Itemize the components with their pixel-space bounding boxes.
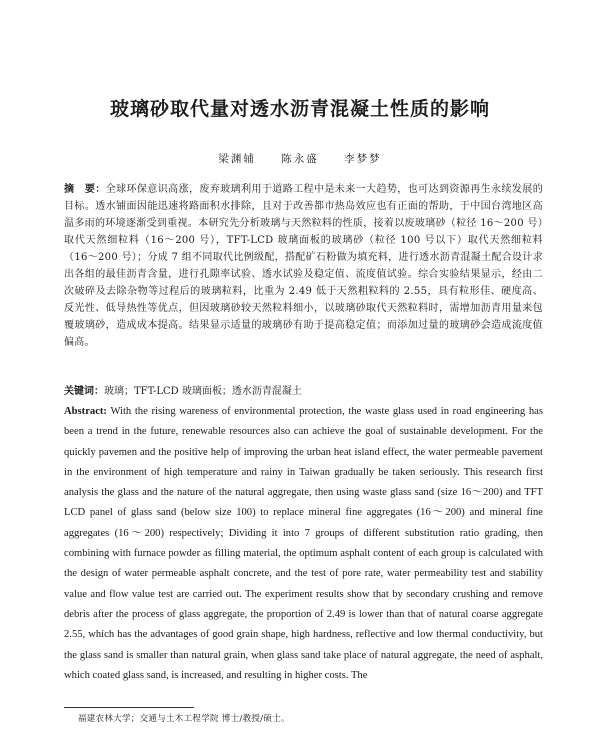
author-affiliation-footnote: 福建农林大学；交通与土木工程学院 博士/教授/硕士。: [78, 714, 290, 724]
keywords-text: 玻璃；TFT-LCD 玻璃面板；透水沥青混凝土: [104, 386, 302, 397]
paper-title: 玻璃砂取代量对透水沥青混凝土性质的影响: [109, 98, 490, 120]
keywords-label: 关键词：: [64, 386, 104, 397]
english-abstract-label: Abstract:: [64, 406, 107, 417]
author-list: [0, 151, 600, 166]
english-abstract: [64, 402, 543, 686]
chinese-abstract: [64, 181, 543, 351]
keywords: [64, 383, 543, 400]
english-abstract-text: With the rising wareness of environmental protection, the waste glass used in road engineering has been a trend in the future, renewable resources also can achieve the goal of sustainable development. For the quickly pavemen and the positive help of improving the urban heat island effect, the water permeable pavement in the environment of high temperature and rainy in Taiwan gradually be taken seriously. This research first analysis the glass and the nature of the natural aggregate, then using waste glass sand (size 16～200) and TFT LCD panel of glass sand (below size 100) to replace mineral fine aggregates (16～200) and mineral fine aggregates (16～200) respectively; Dividing it into 7 groups of different substitution ratio grading, then combining with furnace powder as filling material, the optimum asphalt content of each group is calculated with the design of water permeable asphalt concrete, and the test of pore rate, water permeability test and stability value and flow value test are carried out. The experiment results show that by secondary crushing and remove debris after the process of glass aggregate, the proportion of 2.49 is lower than that of natural coarse aggregate 2.55, which has the advantages of good grain shape, high hardness, reflective and low thermal conductivity, but the glass sand is smaller than natural grain, when glass sand take place of natural aggregate, the need of asphalt, which coated glass sand, is increased, and resulting in higher costs. The: [64, 406, 543, 681]
author-name: 陈永盛: [281, 153, 319, 165]
chinese-abstract-label: 摘 要：: [64, 184, 106, 195]
author-name: 李梦梦: [344, 153, 382, 165]
author-name: 梁渊辅: [218, 153, 256, 165]
footnote-divider: [64, 707, 194, 708]
chinese-abstract-text: 全球环保意识高涨，废弃玻璃利用于道路工程中是未来一大趋势，也可达到资源再生永续发展的目标。透水铺面因能迅速将路面积水排除，且对于改善都市热岛效应也有正面的帮助，于中国台湾地区高温多雨的环境逐渐受到重视。本研究先分析玻璃与天然粒料的性质，接着以废玻璃砂（粒径 16～200 号）取代天然细粒料（16～200 号），TFT-LCD 玻璃面板的玻璃砂（粒径 100 号以下）取代天然细粒料（16～200 号）；分成 7 组不同取代比例级配，搭配矿石粉做为填充料，进行透水沥青混凝土配合设计求出各组的最佳沥青含量，进行孔隙率试验、透水试验及稳定值、流度值试验。综合实验结果显示，经由二次破碎及去除杂物等过程后的玻璃粒料，比重为 2.49 低于天然粗粒料的 2.55，具有粒形佳、硬度高、反光性、低导热性等优点，但因玻璃砂较天然粒料细小，以玻璃砂取代天然粒料时，需增加沥青用量来包覆玻璃砂，造成成本提高。结果显示适量的玻璃砂有助于提高稳定值；而添加过量的玻璃砂会造成流度值偏高。: [64, 184, 543, 348]
